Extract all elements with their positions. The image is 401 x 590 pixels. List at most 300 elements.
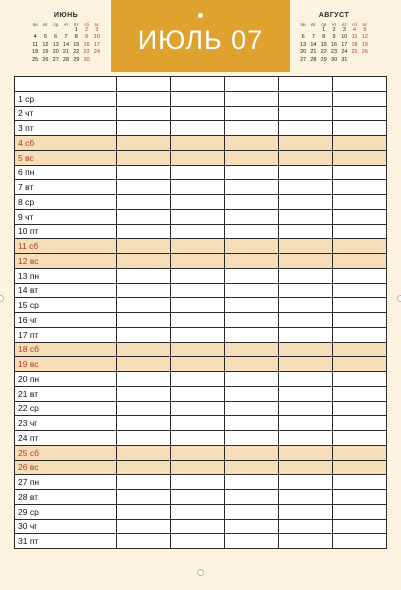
next-weekday: пт: [342, 21, 347, 27]
planner-cell[interactable]: [225, 136, 279, 151]
planner-cell[interactable]: [225, 239, 279, 254]
planner-cell[interactable]: [171, 490, 225, 505]
planner-cell[interactable]: [117, 431, 171, 446]
planner-cell[interactable]: [279, 106, 333, 121]
planner-cell[interactable]: [225, 180, 279, 195]
prev-date: 25: [32, 56, 39, 63]
planner-cell[interactable]: [225, 386, 279, 401]
prev-date: 1: [74, 27, 78, 33]
prev-date: [92, 57, 102, 64]
planner-cell[interactable]: [117, 239, 171, 254]
day-row: [15, 490, 387, 505]
day-label: 25 сб: [15, 445, 117, 460]
next-month-grid: [298, 21, 370, 64]
prev-date: 12: [42, 41, 49, 48]
next-week-row: [298, 34, 370, 41]
planner-cell[interactable]: [279, 268, 333, 283]
prev-date: [30, 27, 40, 34]
day-label: 20 пн: [15, 372, 117, 387]
planner-cell[interactable]: [225, 416, 279, 431]
planner-cell[interactable]: [333, 195, 387, 210]
planner-cell[interactable]: [279, 136, 333, 151]
planner-cell[interactable]: [333, 106, 387, 121]
day-label: 7 вт: [15, 180, 117, 195]
planner-cell[interactable]: [171, 431, 225, 446]
planner-cell[interactable]: [171, 475, 225, 490]
planner-cell[interactable]: [171, 268, 225, 283]
planner-cell[interactable]: [117, 165, 171, 180]
planner-cell[interactable]: [333, 357, 387, 372]
planner-cell[interactable]: [117, 386, 171, 401]
planner-cell[interactable]: [333, 254, 387, 269]
prev-date: 20: [52, 49, 59, 56]
planner-cell[interactable]: [333, 91, 387, 106]
planner-cell[interactable]: [333, 401, 387, 416]
planner-cell[interactable]: [279, 445, 333, 460]
next-date: 30: [330, 56, 338, 63]
day-label: 26 вс: [15, 460, 117, 475]
planner-cell[interactable]: [171, 254, 225, 269]
planner-cell[interactable]: [117, 401, 171, 416]
planner-cell[interactable]: [333, 460, 387, 475]
day-label: 17 пт: [15, 327, 117, 342]
day-row: [15, 150, 387, 165]
day-row: [15, 239, 387, 254]
planner-cell[interactable]: [117, 136, 171, 151]
planner-cell[interactable]: [279, 327, 333, 342]
day-row: [15, 519, 387, 534]
planner-cell[interactable]: [333, 431, 387, 446]
day-row: [15, 209, 387, 224]
prev-weekday: чт: [63, 21, 69, 27]
prev-weekday: вт: [43, 21, 48, 27]
header-cell: [279, 77, 333, 92]
planner-cell[interactable]: [171, 534, 225, 549]
planner-cell[interactable]: [279, 298, 333, 313]
day-label: 22 ср: [15, 401, 117, 416]
planner-cell[interactable]: [117, 460, 171, 475]
planner-cell[interactable]: [117, 298, 171, 313]
next-weekday: ср: [321, 21, 327, 27]
planner-cell[interactable]: [171, 386, 225, 401]
planner-cell[interactable]: [117, 372, 171, 387]
prev-date: 29: [73, 56, 80, 63]
day-label: 24 пт: [15, 431, 117, 446]
next-date: 25: [351, 49, 358, 56]
planner-cell[interactable]: [225, 342, 279, 357]
planner-cell[interactable]: [171, 150, 225, 165]
prev-date: 3: [95, 27, 99, 33]
next-weekday: чт: [331, 21, 337, 27]
planner-cell[interactable]: [279, 239, 333, 254]
planner-cell[interactable]: [117, 268, 171, 283]
prev-weekday: ср: [53, 21, 59, 27]
planner-cell[interactable]: [117, 106, 171, 121]
planner-cell[interactable]: [279, 180, 333, 195]
planner-cell[interactable]: [333, 519, 387, 534]
planner-cell[interactable]: [279, 372, 333, 387]
planner-cell[interactable]: [279, 475, 333, 490]
planner-cell[interactable]: [117, 313, 171, 328]
prev-date: 15: [73, 41, 80, 48]
planner-cell[interactable]: [117, 180, 171, 195]
prev-date: 19: [42, 49, 49, 56]
planner-cell[interactable]: [117, 224, 171, 239]
planner-cell[interactable]: [171, 239, 225, 254]
day-row: [15, 445, 387, 460]
planner-cell[interactable]: [279, 490, 333, 505]
next-date: 13: [300, 41, 307, 48]
day-label: 23 чг: [15, 416, 117, 431]
prev-weekday: вс: [94, 21, 100, 27]
prev-week-row: [30, 27, 102, 34]
planner-cell[interactable]: [225, 165, 279, 180]
planner-cell[interactable]: [117, 445, 171, 460]
planner-cell[interactable]: [117, 327, 171, 342]
day-label: 19 вс: [15, 357, 117, 372]
next-date: [349, 57, 359, 64]
planner-cell[interactable]: [279, 195, 333, 210]
planner-cell[interactable]: [333, 150, 387, 165]
day-row: [15, 268, 387, 283]
planner-cell[interactable]: [225, 91, 279, 106]
planner-cell[interactable]: [225, 475, 279, 490]
prev-date: 8: [74, 34, 78, 41]
planner-cell[interactable]: [333, 180, 387, 195]
next-date: 1: [322, 27, 326, 33]
planner-cell[interactable]: [117, 209, 171, 224]
planner-cell[interactable]: [225, 283, 279, 298]
next-week-row: [298, 42, 370, 49]
day-row: [15, 401, 387, 416]
planner-cell[interactable]: [279, 534, 333, 549]
prev-date: 16: [83, 41, 90, 48]
next-date: [360, 57, 370, 64]
day-row: [15, 327, 387, 342]
prev-date: 30: [83, 56, 90, 63]
planner-cell[interactable]: [333, 475, 387, 490]
prev-date: 7: [64, 34, 68, 41]
planner-cell[interactable]: [279, 386, 333, 401]
day-row: [15, 460, 387, 475]
planner-cell[interactable]: [171, 357, 225, 372]
day-row: [15, 386, 387, 401]
planner-cell[interactable]: [171, 91, 225, 106]
planner-cell[interactable]: [225, 254, 279, 269]
next-date: 7: [311, 34, 315, 41]
planner-cell[interactable]: [279, 342, 333, 357]
planner-cell[interactable]: [333, 534, 387, 549]
prev-date: [61, 27, 71, 34]
planner-cell[interactable]: [225, 460, 279, 475]
prev-weekday: пн: [32, 21, 38, 27]
day-row: [15, 416, 387, 431]
planner-cell[interactable]: [117, 254, 171, 269]
day-row: [15, 254, 387, 269]
day-row: [15, 165, 387, 180]
next-date: 27: [300, 56, 307, 63]
next-weekday: пн: [300, 21, 306, 27]
next-week-row: [298, 27, 370, 34]
right-punch-hole: [397, 295, 401, 302]
planner-cell[interactable]: [225, 445, 279, 460]
day-row: [15, 504, 387, 519]
planner-cell[interactable]: [171, 195, 225, 210]
day-row: [15, 313, 387, 328]
planner-cell[interactable]: [225, 401, 279, 416]
day-label: 15 ср: [15, 298, 117, 313]
planner-cell[interactable]: [333, 386, 387, 401]
planner-cell[interactable]: [171, 298, 225, 313]
planner-cell[interactable]: [117, 534, 171, 549]
planner-cell[interactable]: [225, 121, 279, 136]
next-weekday: вс: [362, 21, 368, 27]
prev-date: 24: [93, 49, 100, 56]
day-label: 16 чг: [15, 313, 117, 328]
planner-cell[interactable]: [171, 504, 225, 519]
day-row: [15, 372, 387, 387]
planner-cell[interactable]: [225, 298, 279, 313]
planner-cell[interactable]: [171, 519, 225, 534]
day-label: 27 пн: [15, 475, 117, 490]
planner-cell[interactable]: [171, 372, 225, 387]
planner-cell[interactable]: [333, 342, 387, 357]
month-title-banner: [111, 0, 290, 72]
planner-cell[interactable]: [225, 268, 279, 283]
prev-date: 14: [62, 41, 70, 48]
prev-month-calendar: [30, 12, 102, 64]
prev-date: 6: [54, 34, 58, 41]
planner-cell[interactable]: [225, 372, 279, 387]
planner-cell[interactable]: [333, 504, 387, 519]
planner-cell[interactable]: [117, 91, 171, 106]
planner-cell[interactable]: [225, 357, 279, 372]
planner-cell[interactable]: [279, 283, 333, 298]
planner-cell[interactable]: [171, 327, 225, 342]
bottom-punch-hole: [197, 569, 204, 576]
planner-cell[interactable]: [171, 342, 225, 357]
prev-date: 23: [83, 49, 90, 56]
prev-weekday: пт: [74, 21, 79, 27]
planner-cell[interactable]: [225, 534, 279, 549]
planner-cell[interactable]: [333, 224, 387, 239]
planner-cell[interactable]: [333, 416, 387, 431]
day-label: 10 пт: [15, 224, 117, 239]
prev-weekday: сб: [84, 21, 89, 27]
planner-cell[interactable]: [279, 313, 333, 328]
prev-date: 26: [42, 56, 49, 63]
header-cell: [15, 77, 117, 92]
planner-cell[interactable]: [225, 504, 279, 519]
planner-cell[interactable]: [117, 519, 171, 534]
planner-cell[interactable]: [117, 357, 171, 372]
next-date: 6: [301, 34, 305, 41]
next-date: [308, 27, 318, 34]
day-label: 30 чг: [15, 519, 117, 534]
next-date: 8: [322, 34, 326, 41]
day-row: [15, 195, 387, 210]
day-label: 8 ср: [15, 195, 117, 210]
planner-cell[interactable]: [171, 106, 225, 121]
planner-cell[interactable]: [333, 136, 387, 151]
day-label: 28 вт: [15, 490, 117, 505]
day-label: 1 ср: [15, 91, 117, 106]
hanging-hole: [198, 13, 203, 18]
planner-cell[interactable]: [279, 401, 333, 416]
planner-grid: [14, 76, 387, 549]
prev-date: 11: [32, 41, 38, 48]
planner-cell[interactable]: [279, 121, 333, 136]
day-label: 9 чт: [15, 209, 117, 224]
day-row: [15, 357, 387, 372]
planner-cell[interactable]: [225, 327, 279, 342]
next-date: 18: [351, 41, 358, 48]
planner-cell[interactable]: [171, 165, 225, 180]
day-label: 12 вс: [15, 254, 117, 269]
planner-cell[interactable]: [333, 239, 387, 254]
planner-cell[interactable]: [279, 224, 333, 239]
prev-date: 18: [32, 49, 39, 56]
prev-date: 22: [73, 49, 80, 56]
planner-cell[interactable]: [333, 165, 387, 180]
planner-cell[interactable]: [171, 209, 225, 224]
planner-cell[interactable]: [117, 342, 171, 357]
next-date: 9: [332, 34, 336, 41]
planner-cell[interactable]: [225, 224, 279, 239]
planner-cell[interactable]: [333, 490, 387, 505]
prev-date: 21: [62, 49, 70, 56]
planner-cell[interactable]: [225, 431, 279, 446]
planner-cell[interactable]: [171, 401, 225, 416]
planner-cell[interactable]: [171, 224, 225, 239]
next-date: 14: [310, 41, 317, 48]
planner-cell[interactable]: [225, 313, 279, 328]
day-row: [15, 121, 387, 136]
planner-cell[interactable]: [225, 195, 279, 210]
planner-cell[interactable]: [333, 445, 387, 460]
planner-cell[interactable]: [117, 195, 171, 210]
next-date: 11: [351, 34, 358, 41]
header-cell: [333, 77, 387, 92]
day-label: 18 сб: [15, 342, 117, 357]
planner-cell[interactable]: [225, 519, 279, 534]
planner-cell[interactable]: [117, 283, 171, 298]
planner-cell[interactable]: [333, 298, 387, 313]
planner-cell[interactable]: [279, 519, 333, 534]
planner-cell[interactable]: [171, 136, 225, 151]
prev-date: 9: [85, 34, 89, 41]
planner-cell[interactable]: [333, 283, 387, 298]
prev-week-row: [30, 42, 102, 49]
planner-cell[interactable]: [117, 490, 171, 505]
planner-cell[interactable]: [171, 121, 225, 136]
prev-date: 5: [43, 34, 47, 41]
planner-cell[interactable]: [279, 254, 333, 269]
day-row: [15, 298, 387, 313]
day-label: 29 ср: [15, 504, 117, 519]
day-label: 6 пн: [15, 165, 117, 180]
planner-cell[interactable]: [279, 165, 333, 180]
planner-cell[interactable]: [279, 431, 333, 446]
day-row: [15, 136, 387, 151]
planner-cell[interactable]: [333, 327, 387, 342]
prev-date: 27: [52, 56, 59, 63]
planner-cell[interactable]: [171, 416, 225, 431]
planner-cell[interactable]: [279, 209, 333, 224]
planner-cell[interactable]: [279, 91, 333, 106]
header-row: [15, 77, 387, 92]
day-label: 11 сб: [15, 239, 117, 254]
day-label: 2 чт: [15, 106, 117, 121]
planner-cell[interactable]: [333, 268, 387, 283]
day-row: [15, 475, 387, 490]
planner-cell[interactable]: [333, 372, 387, 387]
planner-cell[interactable]: [117, 504, 171, 519]
prev-date: 28: [62, 56, 70, 63]
planner-cell[interactable]: [117, 150, 171, 165]
day-label: 21 вт: [15, 386, 117, 401]
planner-cell[interactable]: [225, 209, 279, 224]
prev-date: [51, 27, 61, 34]
next-date: 28: [310, 56, 317, 63]
next-date: [298, 27, 308, 34]
planner-cell[interactable]: [333, 313, 387, 328]
next-date: 21: [310, 49, 317, 56]
day-row: [15, 283, 387, 298]
next-date: 10: [341, 34, 348, 41]
planner-cell[interactable]: [117, 121, 171, 136]
next-date: 31: [341, 56, 348, 63]
prev-week-row: [30, 49, 102, 56]
planner-cell[interactable]: [279, 504, 333, 519]
planner-cell[interactable]: [333, 121, 387, 136]
planner-cell[interactable]: [117, 475, 171, 490]
prev-date: 2: [85, 27, 89, 33]
next-date: 20: [300, 49, 307, 56]
next-week-row: [298, 57, 370, 64]
planner-cell[interactable]: [225, 106, 279, 121]
planner-cell[interactable]: [171, 283, 225, 298]
planner-cell[interactable]: [333, 209, 387, 224]
planner-cell[interactable]: [279, 150, 333, 165]
planner-cell[interactable]: [279, 416, 333, 431]
planner-cell[interactable]: [171, 313, 225, 328]
day-row: [15, 91, 387, 106]
planner-cell[interactable]: [279, 357, 333, 372]
planner-cell[interactable]: [279, 460, 333, 475]
planner-cell[interactable]: [225, 150, 279, 165]
left-punch-hole: [0, 295, 4, 302]
day-label: 5 вс: [15, 150, 117, 165]
next-date: 5: [363, 27, 367, 33]
day-label: 3 пт: [15, 121, 117, 136]
prev-month-title: ИЮНЬ: [53, 12, 79, 19]
next-date: 15: [320, 41, 327, 48]
next-date: 19: [361, 41, 368, 48]
next-date: 3: [342, 27, 346, 33]
next-month-title: АВГУСТ: [318, 12, 350, 19]
next-date: 4: [353, 27, 357, 33]
planner-cell[interactable]: [171, 180, 225, 195]
planner-cell[interactable]: [117, 416, 171, 431]
planner-cell[interactable]: [171, 445, 225, 460]
prev-month-grid: [30, 21, 102, 64]
prev-date: 17: [93, 41, 100, 48]
planner-cell[interactable]: [171, 460, 225, 475]
day-row: [15, 431, 387, 446]
planner-cell[interactable]: [225, 490, 279, 505]
next-date: 22: [320, 49, 327, 56]
